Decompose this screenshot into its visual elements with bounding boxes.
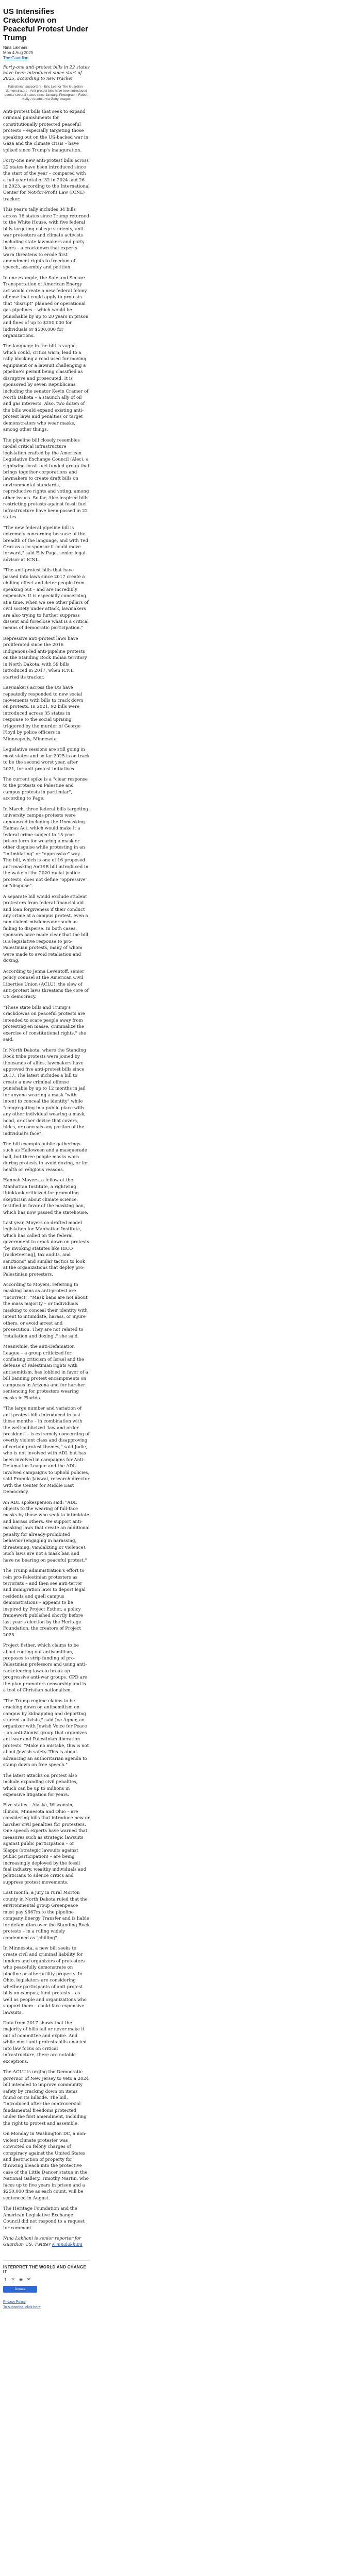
article-paragraph: Hannah Moyers, a fellow at the Manhattan Institute, a rightwing thinktank criticized for promoting skepticism about climate science, testified in favor of the masking ban, which has now passed the statehouse. [3, 1178, 89, 1215]
social-icons [3, 2277, 90, 2282]
article-title: US Intensifies Crackdown on Peaceful Protest Under Trump [3, 7, 89, 42]
article-paragraph: "The Trump regime claims to be cracking down on antisemitism on campus by kidnapping and deporting student activists," said Joe Agner, an organizer with Jewish Voice for Peace – an anti-Zionist group that organizes anti-war and Palestinian liberation protests. "Make no mistake, this is not about Jewish safety. This is about advancing an authoritarian agenda to stamp down on free speech." [3, 1698, 89, 1768]
article-paragraph: In one example, the Safe and Secure Transportation of American Energy act would create a new federal felony offense that could apply to protests that "disrupt" planned or operational gas pipelines – which would be punishable by up to 20 years in prison and fines of up to $250,000 for individuals or $500,000 for organizations. [3, 275, 89, 338]
article-paragraph: The latest attacks on protest also include expanding civil penalties, which can be up to millions in expensive litigation for years. [3, 1773, 78, 1798]
twitter-handle-link[interactable]: @ninalakhani [52, 2242, 83, 2248]
article-paragraph: Forty-one new anti-protest bills across 22 states have been introduced since the start of the year – compared with a full-year total of 32 in 2024 and 26 in 2023, according to the International Center for Not-for-Profit Law (ICNL) tracker. [3, 158, 90, 202]
article-paragraph: This year's tally includes 34 bills across 16 states since Trump returned to the White House, with five federal bills targeting college students, anti-war protesters and climate activists including state lawmakers and party floors – a crackdown that experts warn threatens to erode first amendment rights to freedom of speech, assembly and petition. [3, 207, 89, 270]
article-body [3, 109, 90, 2231]
twitter-icon[interactable]: ✕ [11, 2277, 15, 2282]
privacy-policy-link[interactable]: Privacy Policy [3, 2300, 26, 2304]
page [0, 7, 361, 2310]
article-paragraph: Last month, a jury in rural Morton county in North Dakota ruled that the environmental group Greenpeace must pay $667m to the pipeline company Energy Transfer and is liable for defamation over the Standing Rock protests – in a ruling widely condemned as "chilling". [3, 1890, 90, 1941]
article-paragraph: Anti-protest bills that seek to expand criminal punishments for constitutionally protected peaceful protests – especially targeting those speaking out on the US-backed war in Gaza and the climate crisis – have spiked since Trump's inauguration. [3, 109, 89, 153]
facebook-icon[interactable]: f [5, 2277, 6, 2282]
support-title: INTERPRET THE WORLD AND CHANGE IT [3, 2265, 87, 2275]
subscribe-link[interactable]: To subscribe, click here [3, 2306, 41, 2310]
photo-caption: Palestinian supporters · Eric Lee for The Guardian · demonstrators · Anti-protest bills have been introduced across several states since January. Photograph: Robert Kelly / Anadolu via Getty Images [4, 85, 89, 101]
donate-button[interactable]: Donate [3, 2286, 37, 2293]
author-signoff [3, 2235, 90, 2248]
article-paragraph: In North Dakota, where the Standing Rock tribe protests were joined by thousands of allies, lawmakers have approved five anti-protest bills since 2017. The latest includes a bill to create a new criminal offense punishable by up to 12 months in jail for anyone wearing a mask "with intent to conceal the identity" while "congregating in a public place with any other individual wearing a mask, hood, or other device that covers, hides, or conceals any portion of the individual's face". [3, 1047, 86, 1137]
article-paragraph: Meanwhile, the anti-Defamation League – a group criticized for conflating criticism of Israel and the defense of Palestinian rights with antisemitism, has lobbied in favor of a bill banning protest encampments on campuses in Arizona and for harsher sentencing for protesters wearing masks in Florida. [3, 1344, 88, 1401]
article-paragraph: Legislative sessions are still going in most states and so far 2025 is on track to be the second worst year, after 2021, for anti-protest initiatives. [3, 747, 90, 772]
byline [3, 45, 90, 61]
article-column [3, 7, 90, 2310]
article-paragraph: "The new federal pipeline bill is extremely concerning because of the breadth of the language, and with Ted Cruz as a co-sponsor it could move forward," said Elly Page, senior legal advisor at ICNL. [3, 525, 89, 563]
article-paragraph: Data from 2017 shows that the majority of bills fail or never make it out of committee and expire. And while most anti-protests bills enacted into law focus on critical infrastructure, there are notable exceptions. [3, 2020, 87, 2064]
article-paragraph: Five states – Alaska, Wisconsin, Illinois, Minnesota and Ohio – are considering bills that introduce new or harsher civil penalties for protesters. One speech experts have warned that measures such as strategic lawsuits against public participation – or Slapps (strategic lawsuits against public participation) – are being increasingly deployed by the fossil fuel industry, wealthy individuals and politicians to silence critics and suppress protest movements. [3, 1803, 90, 1885]
article-paragraph: Lawmakers across the US have repeatedly responded to new social movements with bills to crack down on protests. In 2021, 92 bills were introduced across 35 states in response to the social uprising triggered by the murder of George Floyd by police officers in Minneapolis, Minnesota. [3, 685, 84, 742]
article-paragraph: Project Esther, which claims to be about rooting out antisemitism, proposes to strip funding of pro-Palestinian professors and using anti-racketeering laws to break up progressive anti-war groups. CPD are the plan promoters censorship and is a tool of Christian nationalism. [3, 1643, 87, 1693]
article-paragraph: The pipeline bill closely resembles model critical infrastructure legislation crafted by the American Legislative Exchange Council (Alec), a rightwing fossil fuel-funded group that brings together corporations and lawmakers to create draft bills on environmental standards, reproductive rights and voting, among other issues. So far, Alec-inspired bills restricting protests against fossil fuel infrastructure have been passed in 22 states. [3, 437, 90, 520]
author-name: Nina Lakhani [3, 45, 27, 50]
footer [3, 2300, 90, 2310]
article-paragraph: The Trump administration's effort to rein pro-Palestinian protesters as terrorists – and then see anti-terror and immigration laws to deport legal residents and quell campus demonstrations – appears to be inspired by Project Esther, a policy framework published shortly before last year's election by the Heritage Foundation, the creators of Project 2025. [3, 1568, 86, 1638]
article-paragraph: "The anti-protest bills that have passed into laws since 2017 create a chilling effect and deter people from speaking out – and are incredibly expensive. It is especially concerning at a time, when we see other pillars of civil society under attack, lawmakers are also trying to further suppress dissent and foreclose what is a critical means of democratic participation." [3, 568, 89, 631]
support-box [3, 2260, 90, 2293]
article-paragraph: An ADL spokesperson said: "ADL objects to the wearing of full-face masks by those who seek to intimidate and harass others. We support anti-masking laws that create an additional penalty for already-prohibited behavior (engaging in harassing, threatening, vandalizing or violence). Such laws are not a mask ban and have no bearing on peaceful protest." [3, 1500, 90, 1563]
article-paragraph: Repressive anti-protest laws have proliferated since the 2016 Indigenous-led anti-pipeline protests on the Standing Rock Indian territory in North Dakota, with 59 bills introduced in 2017, when ICNL started its tracker. [3, 636, 87, 680]
article-paragraph: "The large number and variation of anti-protest bills introduced in just these months – in combination with the well-publicized 'law and order president' – is extremely concerning of overtly violent class and disapproving of certain protest themes," said Jodie, who is not involved with ADL but has been involved in campaigns for Anti-Defamation League and the ADL-involved campaigns to uphold policies, said Pramila Jaiswal, research director with the Center for Middle East Democracy. [3, 1406, 90, 1495]
publish-date: Mon 4 Aug 2025 [3, 50, 34, 55]
article-paragraph: "These state bills and Trump's crackdowns on peaceful protests are intended to scare people away from protesting en masse, criminalize the exercise of constitutional rights," she said. [3, 1005, 87, 1043]
rss-icon[interactable]: ◉ [19, 2277, 23, 2282]
outlet-link[interactable]: The Guardian [3, 56, 28, 60]
article-paragraph: The ACLU is urging the Democratic governor of New Jersey to veto a 2024 bill intended to improve community safety by cracking down on items found on its hillside. The bill, "introduced after the controversial fundamental freedoms protected under the first amendment, including the right to protest and assemble. [3, 2070, 89, 2126]
article-paragraph: The current spike is a "clear response to the protests on Palestine and campus protests in particular", according to Page. [3, 776, 88, 802]
article-paragraph: In Minnesota, a new bill seeks to create civil and criminal liability for funders and organizers of protesters who peacefully demonstrate on pipeline or other utility property. In Ohio, legislators are considering whether participants of anti-protest bills on campus, fund protests – as well as people and organizations who support them – could face expensive lawsuits. [3, 1945, 87, 2015]
article-paragraph: The Heritage Foundation and the American Legislative Exchange Council did not respond to a request for comment. [3, 2206, 85, 2231]
article-paragraph: The bill exempts public gatherings such as Halloween and a masquerade ball, but three people masks worn during protests to avoid doxing, or for health or religious reasons. [3, 1141, 88, 1173]
article-paragraph: In March, three federal bills targeting university campus protests were announced including the Unmasking Hamas Act, which would make it a federal crime subject to 15-year prison term for wearing a mask or other disguise while protesting in an "intimidating" or "oppressive" way. The bill, which is one of 16 proposed anti-masking AntiSB bill introduced in the wake of the 2020 racial justice protests, does not define "oppressive" or "disguise". [3, 806, 89, 889]
standfirst: Forty-one anti-protest bills in 22 states have been introduced since start of 2025, according to new tracker [3, 65, 90, 81]
article-paragraph: A separate bill would exclude student protesters from federal financial aid and loan forgiveness if their conduct any crime at a campus protest, even a non-violent misdemeanor such as failing to disperse. In both cases, sponsors have made clear that the bill is a legislative response to pro-Palestinian protests, many of whom were made to avoid retaliation and doxing. [3, 894, 89, 964]
article-paragraph: According to Jenna Leventoff, senior policy counsel at the American Civil Liberties Union (ACLU), the slew of anti-protest laws threatens the core of US democracy. [3, 969, 89, 1000]
article-paragraph: The language in the bill is vague, which could, critics warn, lead to a rally blocking a road used for moving equipment or a lawsuit challenging a pipeline's permit being classified as disruptive and prosecuted. It is sponsored by seven Republicans including the senator Kevin Cramer of North Dakota – a staunch ally of oil and gas interests. Also, two dozen of the bills would expand existing anti-protest laws and penalties or target demonstrators who wear masks, among other things. [3, 344, 89, 433]
article-paragraph: According to Moyers, referring to masking bans as anti-protest are "incorrect", "Mask bans are not about the mass majority – or individuals masking to conceal their identity with intent to intimidate, harass, or injure others, or avoid arrest and prosecution. They are not related to 'retaliation and doxing'," she said. [3, 1282, 88, 1339]
article-paragraph: On Monday in Washington DC, a non-violent climate protester was convicted on felony charges of conspiracy against the United States and destruction of property for throwing bleach into the protective case of the Little Dancer statue in the National Gallery. Timothy Martin, who faces up to five years in prison and a $250,000 fine as each count, will be sentenced in August. [3, 2131, 89, 2201]
email-icon[interactable]: ✉ [27, 2277, 30, 2282]
signoff-text: Nina Lakhani is senior reporter for Guardian US. Twitter [3, 2236, 81, 2248]
article-paragraph: Last year, Moyers co-drafted model legislation for Manhattan Institute, which has called on the federal government to crack down on protests "by invoking statutes like RICO [racketeering], tax audits, and sanctions" and similar tactics to look at the organizations that deploy pro-Palestinian protesters. [3, 1220, 89, 1277]
